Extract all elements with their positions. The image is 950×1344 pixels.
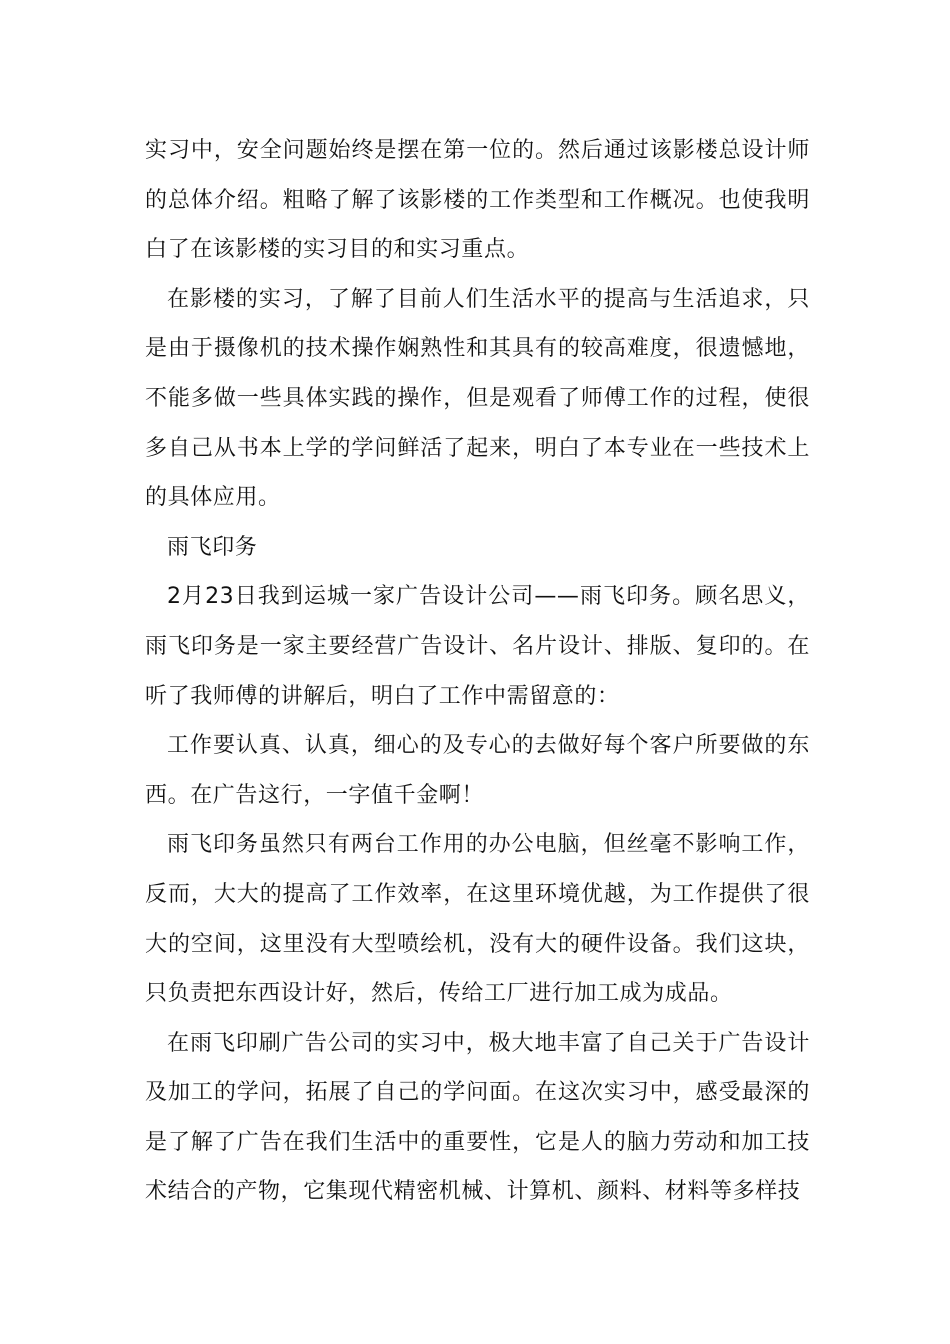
paragraph: 在雨飞印刷广告公司的实习中，极大地丰富了自己关于广告设计及加工的学问，拓展了自己的学问面。在这次实习中，感受最深的是了解了广告在我们生活中的重要性，它是人的脑力劳动和加工技术结合的产物，它集现代精密机械、计算机、颜料、材料等多样技	[145, 1030, 810, 1205]
paragraph: 实习中，安全问题始终是摆在第一位的。然后通过该影楼总设计师的总体介绍。粗略了解了该影楼的工作类型和工作概况。也使我明白了在该影楼的实习目的和实习重点。	[145, 138, 810, 263]
paragraph: 在影楼的实习，了解了目前人们生活水平的提高与生活追求，只是由于摄像机的技术操作娴熟性和其具有的较高难度，很遗憾地，不能多做一些具体实践的操作，但是观看了师傅工作的过程，使很多自己从书本上学的学问鲜活了起来，明白了本专业在一些技术上的具体应用。	[145, 286, 810, 511]
paragraph: 雨飞印务虽然只有两台工作用的办公电脑，但丝毫不影响工作，反而，大大的提高了工作效率，在这里环境优越，为工作提供了很大的空间，这里没有大型喷绘机，没有大的硬件设备。我们这块，只负责把东西设计好，然后，传给工厂进行加工成为成品。	[145, 832, 810, 1007]
document-body	[145, 126, 810, 1217]
paragraph: 2月23日我到运城一家广告设计公司——雨飞印务。顾名思义，雨飞印务是一家主要经营广告设计、名片设计、排版、复印的。在听了我师傅的讲解后，明白了工作中需留意的：	[145, 584, 810, 709]
paragraph: 工作要认真、认真，细心的及专心的去做好每个客户所要做的东西。在广告这行，一字值千金啊！	[145, 733, 810, 808]
section-heading: 雨飞印务	[167, 534, 258, 560]
